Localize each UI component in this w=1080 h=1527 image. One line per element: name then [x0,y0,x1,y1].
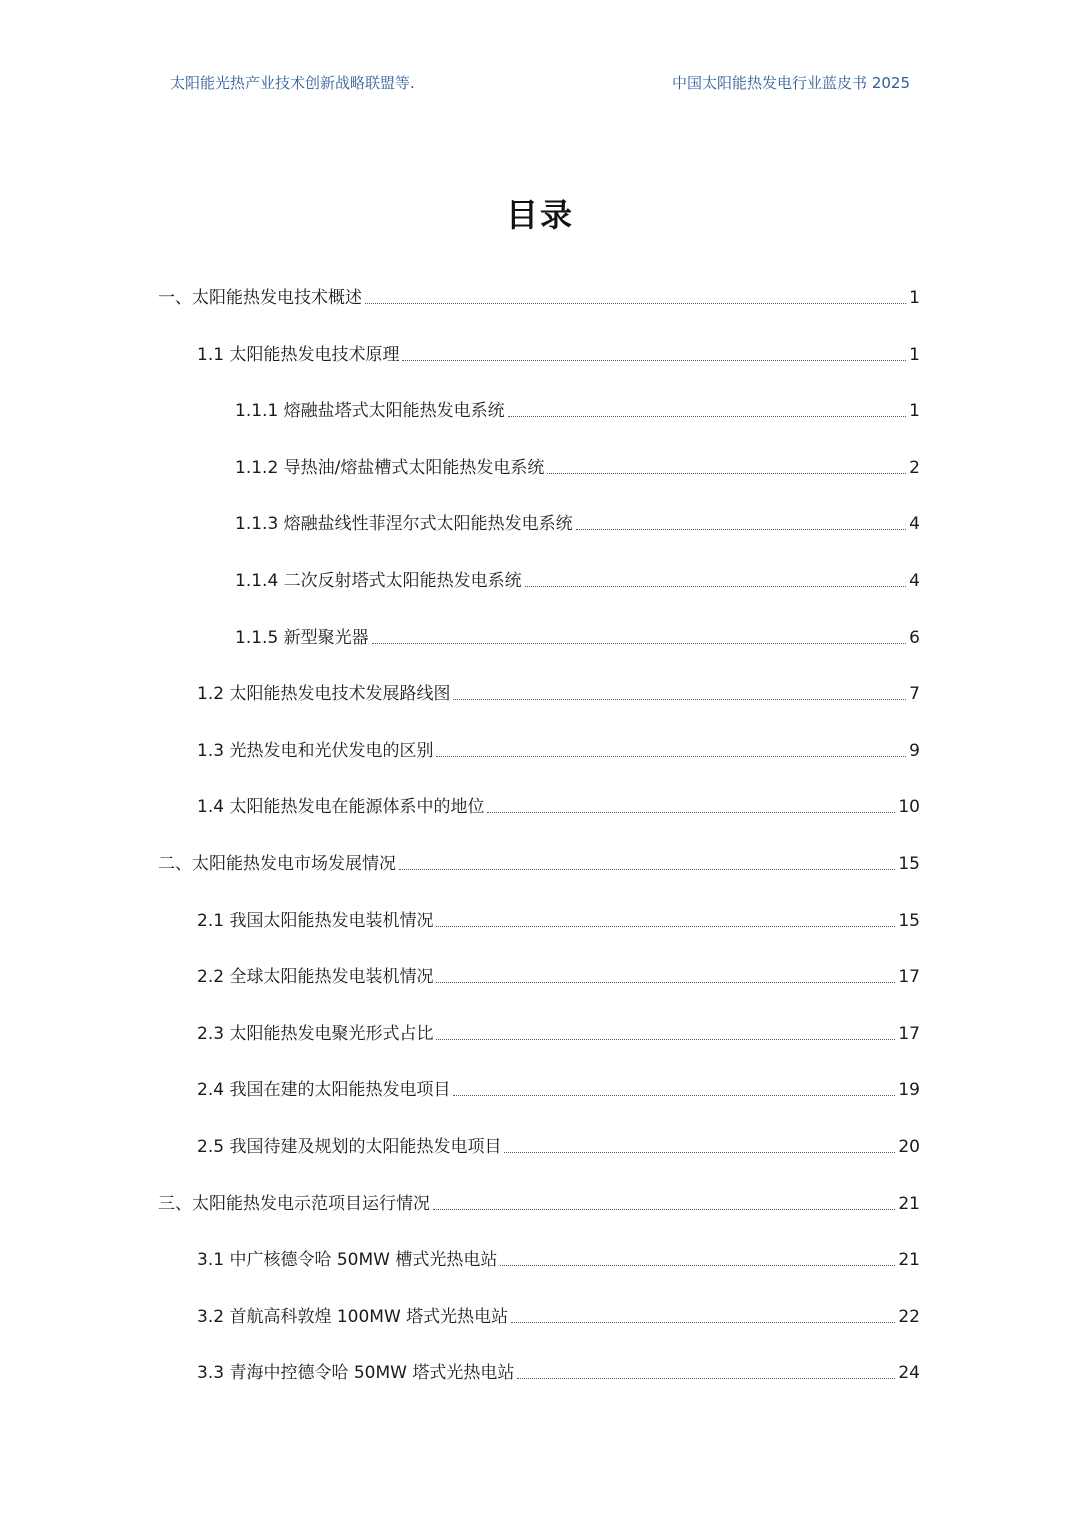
toc-page-number: 7 [909,684,920,705]
toc-entry-title: 1.1.1 熔融盐塔式太阳能热发电系统 [235,401,505,422]
header-right-text: 中国太阳能热发电行业蓝皮书 2025 [672,74,910,92]
toc-entry[interactable] [158,793,920,850]
toc-page-number: 1 [909,344,920,365]
table-of-contents [158,284,920,1416]
toc-entry-title: 1.3 光热发电和光伏发电的区别 [197,740,434,761]
toc-dot-leader [436,963,895,983]
toc-page-number: 21 [898,1193,920,1214]
toc-page-number: 1 [909,401,920,422]
toc-page-number: 17 [898,1023,920,1044]
toc-entry-title: 2.1 我国太阳能热发电装机情况 [197,910,434,931]
toc-entry[interactable] [158,1190,920,1247]
toc-entry-title: 1.1.4 二次反射塔式太阳能热发电系统 [235,570,522,591]
toc-page-number: 4 [909,514,920,535]
toc-dot-leader [436,907,895,927]
toc-entry[interactable] [158,1303,920,1360]
toc-entry-title: 2.2 全球太阳能热发电装机情况 [197,967,434,988]
toc-dot-leader [402,341,906,361]
toc-dot-leader [508,397,907,417]
toc-entry[interactable] [158,1020,920,1077]
toc-dot-leader [547,454,906,474]
toc-entry-title: 1.4 太阳能热发电在能源体系中的地位 [197,797,485,818]
toc-entry[interactable] [158,963,920,1020]
toc-entry-title: 二、太阳能热发电市场发展情况 [158,853,396,874]
toc-page-number: 9 [909,740,920,761]
toc-entry-title: 2.3 太阳能热发电聚光形式占比 [197,1023,434,1044]
toc-entry-title: 2.4 我国在建的太阳能热发电项目 [197,1080,451,1101]
toc-page-number: 6 [909,627,920,648]
toc-entry[interactable] [158,454,920,511]
toc-entry-title: 2.5 我国待建及规划的太阳能热发电项目 [197,1136,502,1157]
toc-dot-leader [517,1359,895,1379]
toc-entry-title: 1.1.5 新型聚光器 [235,627,369,648]
toc-dot-leader [500,1246,895,1266]
toc-dot-leader [436,1020,895,1040]
toc-dot-leader [576,510,907,530]
toc-page-number: 22 [898,1306,920,1327]
page-header [170,72,910,96]
toc-dot-leader [436,737,906,757]
toc-entry[interactable] [158,680,920,737]
toc-entry[interactable] [158,850,920,907]
toc-entry-title: 3.2 首航高科敦煌 100MW 塔式光热电站 [197,1306,509,1327]
toc-dot-leader [487,793,895,813]
toc-entry-title: 1.2 太阳能热发电技术发展路线图 [197,684,451,705]
toc-page-number: 19 [898,1080,920,1101]
header-left-text: 太阳能光热产业技术创新战略联盟等. [170,74,415,92]
toc-entry[interactable] [158,624,920,681]
toc-entry[interactable] [158,510,920,567]
page-title: 目录 [505,196,574,234]
toc-entry[interactable] [158,1246,920,1303]
toc-page-number: 4 [909,570,920,591]
toc-entry[interactable] [158,397,920,454]
toc-dot-leader [525,567,907,587]
toc-entry-title: 1.1 太阳能热发电技术原理 [197,344,400,365]
toc-entry-title: 三、太阳能热发电示范项目运行情况 [158,1193,430,1214]
toc-dot-leader [504,1133,895,1153]
toc-entry[interactable] [158,284,920,341]
toc-page-number: 15 [898,910,920,931]
toc-page-number: 15 [898,853,920,874]
toc-dot-leader [365,284,906,304]
toc-entry-title: 3.1 中广核德令哈 50MW 槽式光热电站 [197,1250,498,1271]
toc-page-number: 21 [898,1250,920,1271]
toc-dot-leader [433,1190,895,1210]
toc-entry-title: 一、太阳能热发电技术概述 [158,288,362,308]
toc-entry-title: 3.3 青海中控德令哈 50MW 塔式光热电站 [197,1363,515,1384]
toc-entry[interactable] [158,1076,920,1133]
toc-entry[interactable] [158,907,920,964]
toc-dot-leader [511,1303,895,1323]
toc-entry[interactable] [158,1133,920,1190]
toc-page-number: 17 [898,967,920,988]
toc-page-number: 1 [909,288,920,308]
toc-entry[interactable] [158,341,920,398]
toc-entry[interactable] [158,737,920,794]
toc-dot-leader [453,1076,895,1096]
toc-entry-title: 1.1.2 导热油/熔盐槽式太阳能热发电系统 [235,457,545,478]
toc-page-number: 24 [898,1363,920,1384]
toc-entry[interactable] [158,567,920,624]
toc-dot-leader [453,680,906,700]
toc-page-number: 2 [909,457,920,478]
toc-dot-leader [372,624,907,644]
toc-entry-title: 1.1.3 熔融盐线性菲涅尔式太阳能热发电系统 [235,514,573,535]
toc-page-number: 10 [898,797,920,818]
toc-page-number: 20 [898,1136,920,1157]
toc-entry[interactable] [158,1359,920,1416]
toc-dot-leader [399,850,895,870]
